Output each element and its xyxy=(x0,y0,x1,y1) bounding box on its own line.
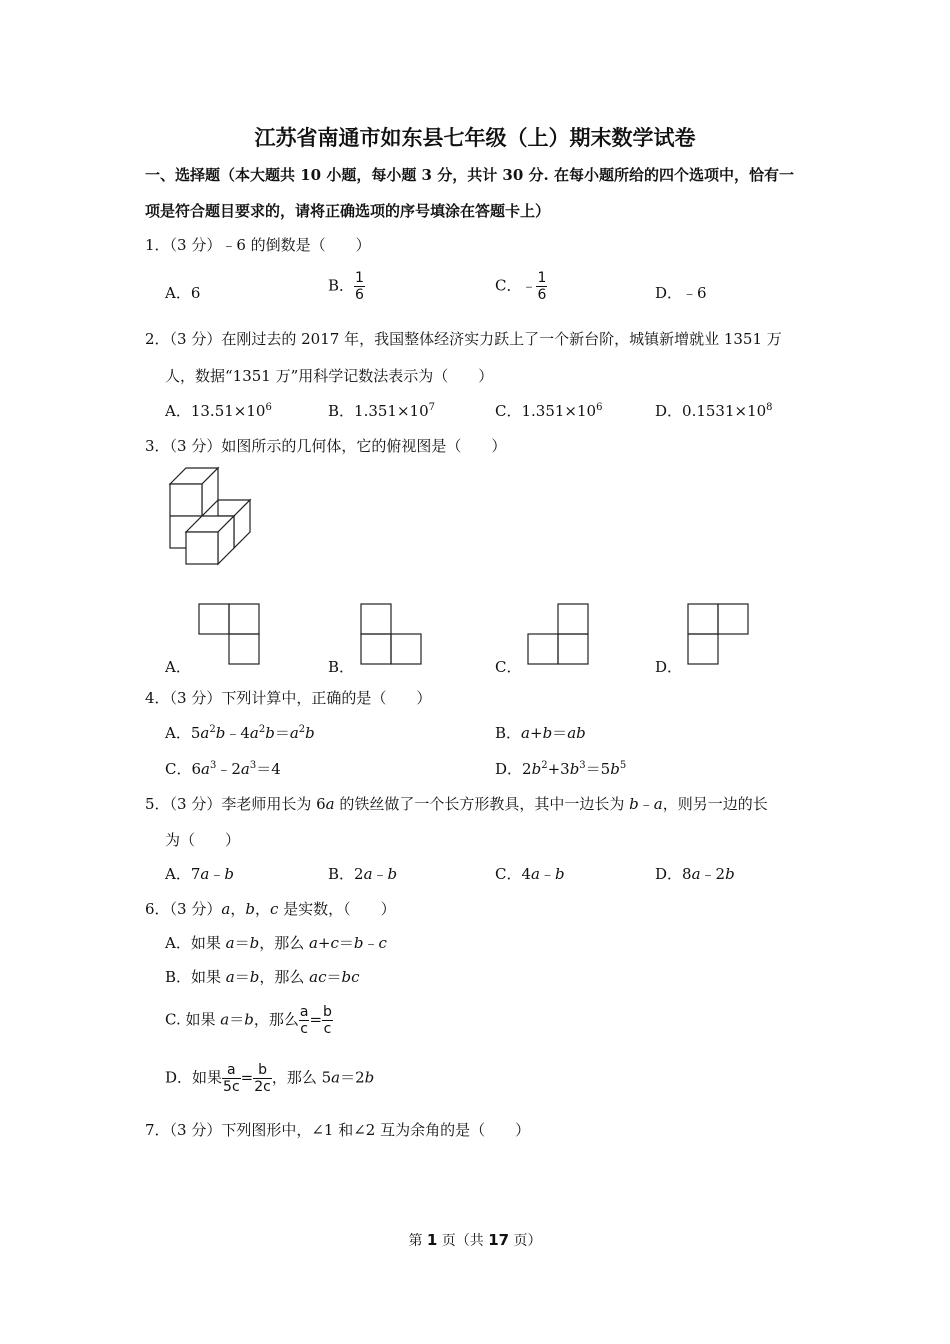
page-title: 江苏省南通市如东县七年级（上）期末数学试卷 xyxy=(254,125,696,150)
q3-option-b-figure xyxy=(361,604,423,666)
q3-stem: 3．（3 分）如图所示的几何体，它的俯视图是（ ） xyxy=(145,437,507,455)
q5-option-a: A．7a﹣b xyxy=(165,865,234,883)
section-heading-line1: 一、选择题（本大题共 10 小题，每小题 3 分，共计 30 分. 在每小题所给的四个选项中，恰有一 xyxy=(145,166,794,184)
q3-option-a: A． xyxy=(165,658,191,676)
q6-option-b: B．如果 a＝b，那么 ac＝bc xyxy=(165,968,360,986)
q2-option-c: C．$1.351\times 10^6$ xyxy=(495,402,603,420)
q1-option-d: D．﹣6 xyxy=(655,284,707,302)
q3-option-b: B． xyxy=(328,658,355,676)
q4-stem: 4．（3 分）下列计算中，正确的是（ ） xyxy=(145,689,432,707)
q1-option-c: C．﹣ $\frac{1}{6}$ xyxy=(495,270,547,303)
q2-option-b: B．$1.351\times 10^7$ xyxy=(328,402,435,420)
q1-stem: 1．（3 分）﹣6 的倒数是（ ） xyxy=(145,236,371,254)
q5-stem-line1: 5．（3 分）李老师用长为 6a 的铁丝做了一个长方形教具，其中一边长为 b﹣a，则另一边的长 xyxy=(145,795,768,813)
q2-option-d: D．$0.1531\times 10^8$ xyxy=(655,402,773,420)
q1-option-a: A．6 xyxy=(165,284,201,302)
q5-option-c: C．4a﹣b xyxy=(495,865,565,883)
q3-option-c: C． xyxy=(495,658,522,676)
q3-solid-figure xyxy=(160,462,260,572)
q4-option-a: A．$5a^2b﹣4a^2b=a^2b$ xyxy=(165,724,315,742)
q4-option-b: B．a+b＝ab xyxy=(495,724,586,742)
q2-stem-line2: 人，数据“1351 万”用科学记数法表示为（ ） xyxy=(165,367,494,385)
section-heading-line2: 项是符合题目要求的，请将正确选项的序号填涂在答题卡上） xyxy=(145,202,551,220)
q3-option-a-figure xyxy=(199,604,261,666)
page-footer: 第 1 页（共 17 页） xyxy=(408,1231,542,1249)
q4-option-d: D．$2b^2+3b^3=5b^5$ xyxy=(495,760,627,778)
q6-option-d: D．如果 $\frac{a}{5c}$ = $\frac{b}{2c}$ ，那么 5a＝2b xyxy=(165,1062,375,1095)
q3-option-d: D． xyxy=(655,658,683,676)
q2-stem-line1: 2．（3 分）在刚过去的 2017 年，我国整体经济实力跃上了一个新台阶，城镇新增就业 1351 万 xyxy=(145,330,782,348)
q6-option-a: A．如果 a＝b，那么 a+c＝b﹣c xyxy=(165,934,387,952)
q6-stem: 6．（3 分）a，b，c 是实数，（ ） xyxy=(145,900,396,918)
q5-stem-line2: 为（ ） xyxy=(165,831,241,849)
q1-option-b: B． $\frac{1}{6}$ xyxy=(328,270,364,303)
q4-option-c: C．$6a^3﹣2a^3=4$ xyxy=(165,760,281,778)
q2-option-a: A．$13.51\times 10^6$ xyxy=(165,402,272,420)
q5-option-d: D．8a﹣2b xyxy=(655,865,735,883)
q7-stem: 7．（3 分）下列图形中，∠1 和∠2 互为余角的是（ ） xyxy=(145,1121,531,1139)
q5-option-b: B．2a﹣b xyxy=(328,865,398,883)
q3-option-d-figure xyxy=(688,604,750,666)
q3-option-c-figure xyxy=(528,604,590,666)
q6-option-c: C. 如果 a＝b，那么 $\frac{a}{c}$ = $\frac{b}{c}$ xyxy=(165,1004,332,1037)
